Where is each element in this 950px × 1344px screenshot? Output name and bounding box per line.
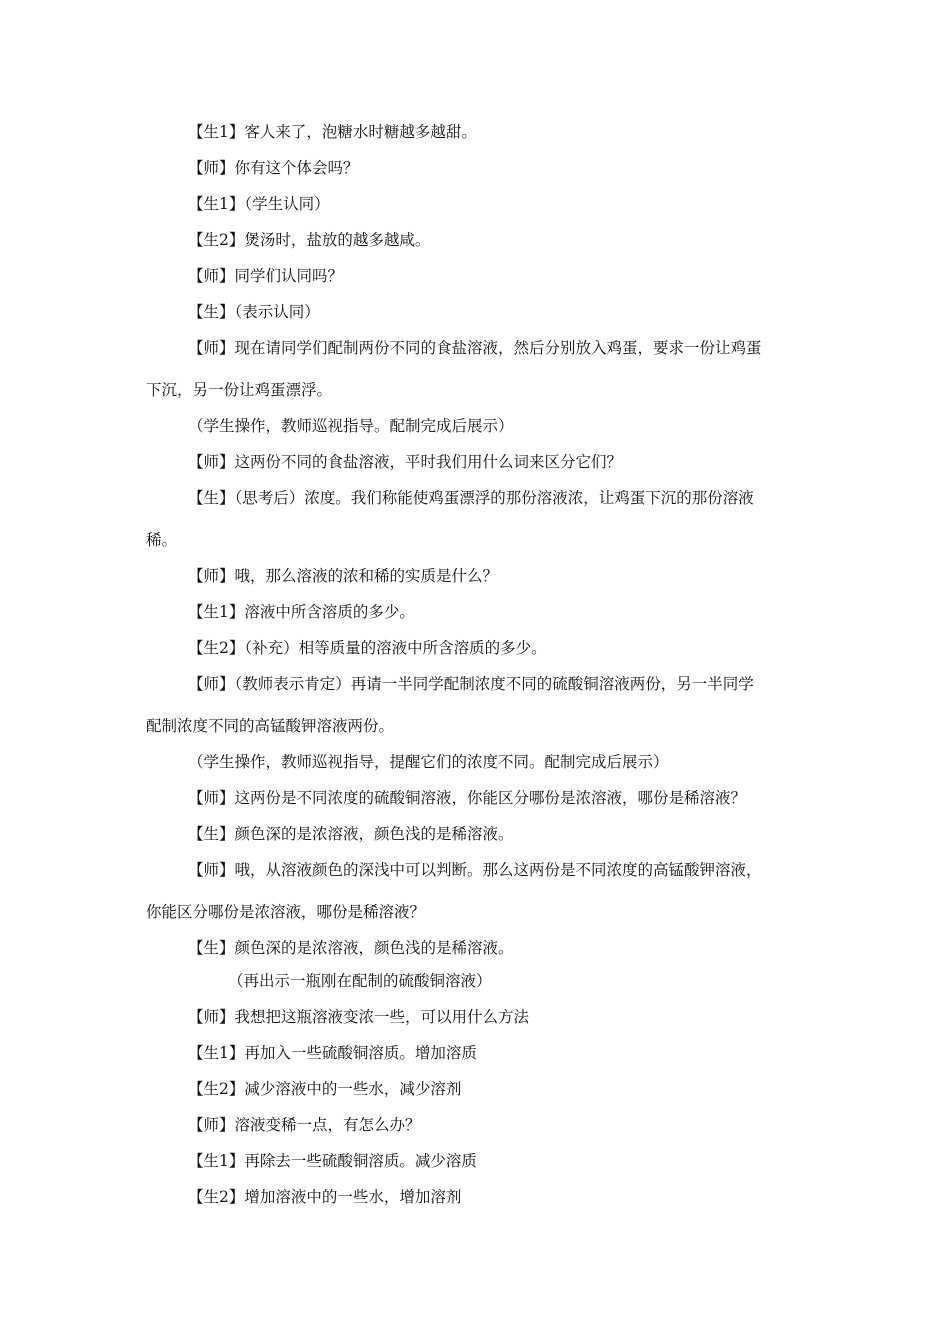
text-line: 【生】（思考后）浓度。我们称能使鸡蛋漂浮的那份溶液浓，让鸡蛋下沉的那份溶液 [188,489,754,507]
text-line: 【生1】客人来了，泡糖水时糖越多越甜。 [188,123,477,141]
text-line: 【师】同学们认同吗？ [188,267,344,285]
text-line: 下沉，另一份让鸡蛋漂浮。 [146,381,333,399]
text-line: 【生】（表示认同） [188,303,320,321]
text-line: 【生2】增加溶液中的一些水，增加溶剂 [188,1188,462,1206]
text-line: 【师】哦，从溶液颜色的深浅中可以判断。那么这两份是不同浓度的高锰酸钾溶液， [188,861,762,879]
text-line: （学生操作，教师巡视指导，提醒它们的浓度不同。配制完成后展示） [188,753,669,771]
text-line: 【生2】煲汤时，盐放的越多越咸。 [188,231,431,249]
text-line: 稀。 [146,531,178,549]
text-line: 【生】颜色深的是浓溶液，颜色浅的是稀溶液。 [188,825,514,843]
text-line: （再出示一瓶刚在配制的硫酸铜溶液） [228,972,492,990]
text-line: 【师】这两份是不同浓度的硫酸铜溶液，你能区分哪份是浓溶液，哪份是稀溶液？ [188,789,747,807]
text-line: 【师】（教师表示肯定）再请一半同学配制浓度不同的硫酸铜溶液两份，另一半同学 [188,675,754,693]
text-line: 【生1】溶液中所含溶质的多少。 [188,603,415,621]
text-line: 【师】现在请同学们配制两份不同的食盐溶液，然后分别放入鸡蛋，要求一份让鸡蛋 [188,339,762,357]
text-line: 你能区分哪份是浓溶液，哪份是稀溶液？ [146,903,426,921]
text-line: 【师】溶液变稀一点，有怎么办？ [188,1116,421,1134]
text-line: 【师】哦，那么溶液的浓和稀的实质是什么？ [188,567,499,585]
text-line: 【师】我想把这瓶溶液变浓一些，可以用什么方法 [188,1008,530,1026]
text-line: 【师】这两份不同的食盐溶液，平时我们用什么词来区分它们？ [188,453,623,471]
text-line: 【生1】再除去一些硫酸铜溶质。减少溶质 [188,1152,477,1170]
dialogue-text [146,121,806,1208]
text-line: 【生2】（补充）相等质量的溶液中所含溶质的多少。 [188,639,547,657]
text-line: （学生操作，教师巡视指导。配制完成后展示） [188,417,514,435]
text-line: 【生1】再加入一些硫酸铜溶质。增加溶质 [188,1044,477,1062]
text-line: 【生】颜色深的是浓溶液，颜色浅的是稀溶液。 [188,939,514,957]
text-line: 【师】你有这个体会吗？ [188,159,359,177]
text-line: 配制浓度不同的高锰酸钾溶液两份。 [146,717,395,735]
text-line: 【生2】减少溶液中的一些水，减少溶剂 [188,1080,462,1098]
text-line: 【生1】（学生认同） [188,195,330,213]
